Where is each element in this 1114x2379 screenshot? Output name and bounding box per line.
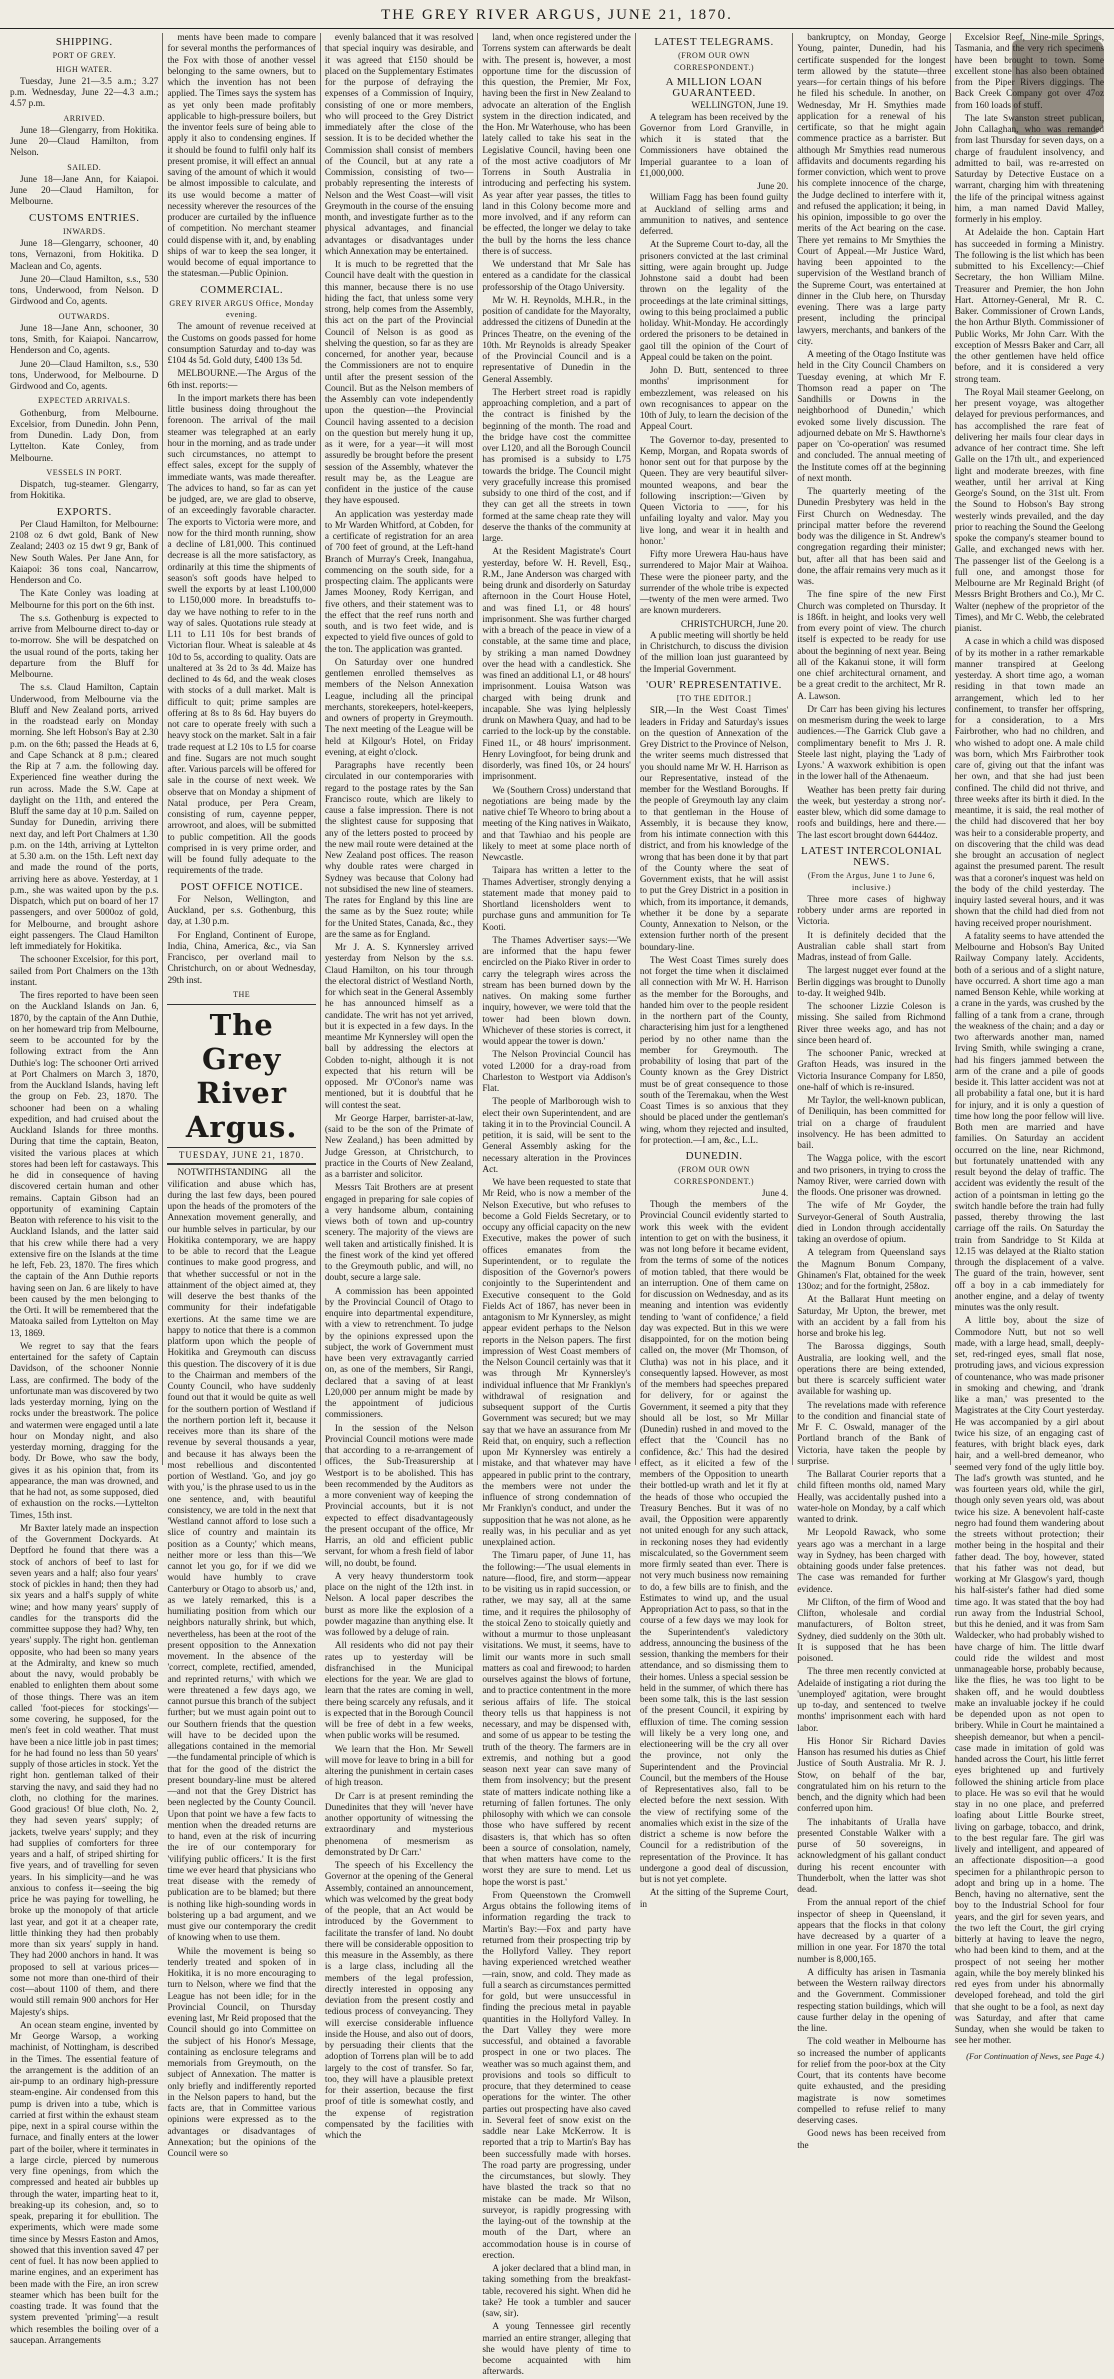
paragraph: bankruptcy, on Monday, George Young, painter, Dunedin, had his certificate suspended for the longest term allowed by the statute—three years—for certain things of his before he filed his schedule. In another, on Wednesday, Mr H. Smythies made application for a renewal of his certificate, so that he might again commence practice as a barrister. But although Mr Smythies read numerous affidavits and documents regarding his former conviction, which went to prove his complete innocence of the charge, the Judge declined to interfere with it, and refused the application; it being, in his opinion, impossible to go over the merits of the Act bearing on the case. There yet remains to Mr Smythies the Court of Appeal.—Mr Justice Ward, having been appointed to the supervision of the Westland branch of the Supreme Court, was entertained at dinner in the Club here, on Thursday evening. There was a large party present, including the principal lawyers, merchants, and bankers of the city. <box>797 33 946 347</box>
subheading: PORT OF GREY. <box>52 51 116 61</box>
paragraph: While the movement is being so tenderly treated and spoken of in Hokitika, it is no more encouraging to turn to Nelson, where we find that the League has not been idle; for in the Provincial Council, on Thursday evening last, Mr Reid proposed that the Council should go into Committee on the subject of his Honor's Message, containing as enclosure telegrams and memorials from Greymouth, on the subject of Annexation. The matter is only briefly and indifferently reported in the Nelson papers to hand, but the facts are, that in Committee various opinions were expressed as to the advantages or disadvantages of Annexation; but the opinions of the Council were so <box>167 1946 316 2159</box>
paragraph: A young Tennessee girl recently married an entire stranger, alleging that she would have plenty of time to become acquainted with him afterwards. <box>482 2322 631 2378</box>
paragraph: Messrs Tait Brothers are at present engaged in preparing for sale copies of a very handsome album, containing views both of town and up-country scenery. The majority of the views are well taken and artistically finished. It is the finest work of the kind yet offered to the Greymouth public, and will, no doubt, secure a large sale. <box>324 1183 474 1284</box>
column-1 <box>6 33 163 2346</box>
subheading: (FROM OUR OWN CORRESPONDENT.) <box>674 51 755 72</box>
paragraph: Per Claud Hamilton, for Melbourne: 2108 oz 6 dwt gold, Bank of New Zealand; 2403 oz 15 dwt 9 gr, Bank of New South Wales. Per Jane Ann, for Kaiapoi: 36 tons coal, Nancarrow, Henderson and Co. <box>10 519 159 586</box>
paragraph: Paragraphs have recently been circulated in our contemporaries with regard to the postage rates by the San Francisco route, which are likely to cause a false impression. There is not the slightest cause for supposing that any of the letters posted to proceed by the new mail route were detained at the New Zealand post offices. The reason why double rates were charged in Sydney was because that Colony had not subsidised the new line of steamers. The rates for England by this line are the same as by the Suez route; while for the United States, Canada, &c., they are the same as for England. <box>324 761 474 940</box>
paragraph: A public meeting will shortly be held in Christchurch, to discuss the division of the million loan just guaranteed by the Imperial Government. <box>639 630 789 675</box>
paragraph: The inhabitants of Uralla have presented Constable Walker with a purse of 50 sovereigns, in acknowledgment of his gallant conduct during his recent encounter with Thunderbolt, when the latter was shot dead. <box>797 1817 946 1895</box>
paragraph: At Adelaide the hon. Captain Hart has succeeded in forming a Ministry. The following is the list which has been submitted to his Excellency:—Chief Secretary, the hon William Milne. Treasurer and Premier, the hon John Hart. Attorney-General, Mr R. C. Baker. Commissioner of Crown Lands, the hon Arthur Blyth. Commissioner of Public Works, Mr John Carr. With the exception of Messrs Baker and Carr, all the other gentlemen have held office before, and it is considered a very strong team. <box>954 228 1105 385</box>
paragraph: June 18—Glengarry, schooner, 40 tons, Vernazoni, from Hokitika. D Maclean and Co, agents. <box>10 239 159 272</box>
paragraph: The people of Marlborough wish to elect their own Superintendent, and are taking it in to the Provincial Council. A petition, it is said, will be sent to the General Assembly asking for the necessary alteration in the Provinces Act. <box>482 1097 631 1175</box>
paragraph: Weather has been pretty fair during the week, but yesterday a strong nor'-easter blew, which did some damage to roofs and buildings, here and there.—The last escort brought down 6444oz. <box>797 785 946 841</box>
paragraph: From Queenstown the Cromwell Argus obtains the following items of information regarding the track to Martin's Bay:—Fox and party have returned from their prospecting trip by the Hollyford Valley. They report having experienced wretched weather—rain, snow, and cold. They made as full a search as circumstances permitted for gold, but were unsuccessful in finding the precious metal in payable quantities in the Hollyford Valley. In the Dart Valley they were more successful, and obtained a favorable prospect in one or two places. The weather was so much against them, and provisions and tools so difficult to procure, that they determined to cease operations for the winter. The other parties out prospecting have also caved in. Several feet of snow exist on the saddle near Lake McKerrow. It is reported that a trip to Martin's Bay has been successfully made with horses. The road party are progressing, under the circumstances, but slowly. They have blasted the track so that no mistake can be made. Mr Wilson, surveyor, is rapidly progressing with the laying-out of the township at the mouth of the Dart, where an accommodation house is in course of erection. <box>482 1890 631 2261</box>
paragraph: June 20—Claud Hamilton, s.s., 530 tons, Underwood, from Nelson. D Girdwood and Co, agents. <box>10 274 159 308</box>
paragraph: We learn that the Hon. Mr Sewell will move for leave to bring in a bill for altering the punishment in certain cases of high treason. <box>324 1744 474 1789</box>
subheading: ARRIVED. <box>63 113 105 123</box>
paragraph: The wife of Mr Goyder, the Surveyor-General of South Australia, died in London through accidentally taking an overdose of opium. <box>797 1201 946 1245</box>
paragraph: NOTWITHSTANDING all the vilification and abuse which has, during the last few days, been poured upon the heads of the promoters of the Annexation movement generally, and our humble selves in particular, by our Hokitika contemporary, we are happy to be able to record that the League continues to make good progress, and that whether successful or not in the attainment of the object aimed at, they will deserve the best thanks of the community for their indefatigable exertions. At the same time we are happy to notice that there is a common platform upon which the people of Hokitika and Greymouth can discuss this question. The discovery of it is due to the Chairman and members of the County Council, who have suddenly found out that it would be quite as well for the southern portion of Westland if the northern portion left it, because it receives more than its share of the revenue by several thousands a year, and because it has always been the most rebellious and discontented portion of Westland. 'Go, and joy go with you,' is the phrase used to us in the one sentence, and, with beautiful consistency, we are told in the next that 'Westland cannot afford to lose such a slice of country and maintain its position as a County;' which means, neither more or less than this—'We cannot let you go, for if we did we would have humbly to crave Canterbury or Otago to absorb us,' and, as we lately remarked, this is a humiliating position from which our neighbors naturally shrink, but which, nevertheless, has been at the root of the present opposition to the Annexation movement. In the absence of the 'correct, complete, rectified, amended, and reprinted returns,' with which we were threatened a few days ago, we cannot pursue this branch of the subject further; but we must again point out to our Southern friends that the question will have to be decided upon the allegations contained in the memorial—the fundamental principle of which is that for the good of the district the present boundary-line must be altered—and not that the Grey District has been neglected by the County Council. Upon that point we have a few facts to mention when the dreaded returns are to hand, even at the risk of incurring the ire of our contemporary for 'vilifying public officers.' It is the first time we ever heard that physicians who treat disease with the remedy of publication are to be blamed; but there is nothing like high-sounding words in bolstering up a bad argument, and we must give our contemporary the credit of knowing when to use them. <box>167 1168 316 1944</box>
subheading: HIGH WATER. <box>56 64 113 74</box>
section-heading: DUNEDIN. <box>685 1150 743 1162</box>
running-head-title: THE GREY RIVER ARGUS, JUNE 21, 1870. <box>381 7 733 23</box>
column-5 <box>636 33 793 1910</box>
paragraph: Mr Leopold Rawack, who some years ago was a merchant in a large way in Sydney, has been charged with obtaining goods under false pretences. The case was remanded for further evidence. <box>797 1528 946 1595</box>
subheading: VESSELS IN PORT. <box>46 467 123 477</box>
paragraph: A joker declared that a blind man, in taking something from the breakfast-table, recovered his sight. When did he take? He took a tumbler and saucer (saw, sir). <box>482 2264 631 2319</box>
newspaper-flag <box>167 989 315 1166</box>
paragraph: The revelations made with reference to the condition and financial state of Mr F. C. Oswald, manager of the Portland branch of the Bank of Victoria, have taken the people by surprise. <box>797 1400 946 1467</box>
paragraph: Three more cases of highway robbery under arms are reported in Victoria. <box>797 894 946 928</box>
paragraph: Mr W. H. Reynolds, M.H.R., in the position of candidate for the Mayoralty, addressed the citizens of Dunedin at the Princes Theatre, on the evening of the 10th. Mr Reynolds is already Speaker of the Provincial Council and is a representative of Dunedin in the General Assembly. <box>482 295 631 385</box>
paragraph: A telegram from Queensland says the Magnum Bonum Company, Ghinamen's Flat, obtained for the week 130oz; and for the fortnight, 258oz. <box>797 1248 946 1292</box>
paragraph: The schooner Lizzie Coleson is missing. She sailed from Richmond River three weeks ago, and has not since been heard of. <box>797 1002 946 1046</box>
paragraph: It is definitely decided that the Australian cable shall start from Madras, instead of from Galle. <box>797 930 946 963</box>
paragraph: The largest nugget ever found at the Berlin diggings was brought to Dunolly to-day. It weighed 94lb. <box>797 966 946 999</box>
subheading: [TO THE EDITOR.] <box>676 694 752 703</box>
paragraph: Though the members of the Provincial Council evidently started to work this week with the evident intention to get on with the business, it was not long before it became evident, from the terms of some of the notices of motion tabled, that there would be an interruption. One of them came on for discussion on Wednesday, and as its meaning and intention was evidently tending to 'want of confidence,' a field day was expected. But in this we were disappointed, for on the motion being called on, the mover (Mr Thomson, of Clutha) was not in his place, and it consequently lapsed. However, as most of the members had speeches prepared for delivery, for or against the Government, it seemed a pity that they should all be lost, so Mr Millar (Dunedin) rushed in and moved to the effect that the 'Council has no confidence, &c.' This had the desired effect, as it elicited a few of the members of the Opposition to unearth their bottled-up wrath and let it fly at the heads of those who occupied the Treasury Benches. But it was of no avail, the Opposition were apparently not united enough for any such attack, in reckoning noses they had evidently miscalculated, so the Government seem more firmly seated than ever. There is not very much business now remaining to do, a few bills are to finish, and the Estimates to wind up, and the usual Appropriation Act to pass, so that in the course of a few days we may look for the Superintendent's valedictory address, announcing the business of the session, thanking the members for their attendance, and so dismissing them to their homes. Unless a special session be held in the summer, of which there has been some talk, this is the last session of the present Council, it expiring by effluxion of time. The coming session will likely be a very long one, and electioneering will be the cry all over the province, not only the Superintendent and the Provincial Council, but the members of the House of Representatives also, fall to be elected before the next session. With the view of rectifying some of the anomalies which exist in the size of the district a scheme is now before the Council for a redistribution of the representation of the Province. It has undergone a good deal of discussion, but is not yet complete. <box>639 1200 789 1885</box>
paragraph: The speech of his Excellency the Governor at the opening of the General Assembly, contained an announcement, which was welcomed by the great body of the people, that an Act would be introduced by the Government to facilitate the transfer of land. No doubt there will be considerable opposition to this measure in the Assembly, as there is a large class, including all the members of the legal profession, directly interested in opposing any deviation from the present costly and tedious process of conveyancing. They will exercise considerable influence inside the House, and also out of doors, by persuading their clients that the adoption of Torrens plan will be to add largely to the cost of transfer. So far, too, they will have a plausible pretext for their assertion, because the first proof of title is somewhat costly, and the expense of registration compensated by the facilities with which the <box>324 1861 474 2141</box>
paragraph: Mr George Harper, barrister-at-law, (said to be the son of the Primate of New Zealand,) has been admitted by Judge Gresson, at Christchurch, to practice in the Courts of New Zealand, as a barrister and solicitor. <box>324 1113 474 1180</box>
paragraph: The three men recently convicted at Adelaide of instigating a riot during the 'unemployed' agitation, were brought up to-day, and sentenced to twelve months' imprisonment each with hard labor. <box>797 1667 946 1734</box>
paragraph: In the session of the Nelson Provincial Council motions were made that according to a re-arrangement of offices, the Sub-Treasurership at Westport is to be abolished. This has been recommended by the Auditors as a more convenient way of keeping the Provincial accounts, but it is not expected to effect disadvantageously the present occupant of the office, Mr Harris, an old and efficient public servant, for whom a fresh field of labor will, no doubt, be found. <box>324 1423 474 1569</box>
flag-article: THE <box>233 989 251 999</box>
paragraph: The cold weather in Melbourne has so increased the number of applicants for relief from the poor-box at the City Court, that its contents have become quite exhausted, and the presiding magistrate is now sometimes compelled to refuse relief to many deserving cases. <box>797 2037 946 2126</box>
section-heading: 'OUR' REPRESENTATIVE. <box>646 678 782 691</box>
column-6 <box>793 33 950 2151</box>
subheading: INWARDS. <box>63 226 106 236</box>
paragraph: Gothenburg, from Melbourne. Excelsior, from Dunedin. John Penn, from Dunedin. Lady Don, from Lyttelton. Kate Conley, from Melbourne. <box>10 408 159 464</box>
continuation-note: (For Continuation of News, see Page 4.) <box>966 2050 1105 2061</box>
paragraph: A fatality seems to have attended the Melbourne and Hobson's Bay United Railway Company lately. Accidents, both of a serious and of a slight nature, have occurred. A short time ago a man named Benson Kehle, while working at a crane in the yards, was crushed by the falling of a tank from a crane, through the weakness of the chain; and a day or two afterwards another man, named Irving Smith, while swinging a crane, had his fingers jammed between the arm of the crane and a pile of goods beside it. This latter accident was not at all probability a fatal one, but it is hard for injury, and it is only a question of time how long the poor fellow will live. Both men are married and have families. On Saturday an accident occurred on the line, near Richmond, but fortunately unattended with any result beyond the delay of traffic. The accident was evidently the result of the action of a pointsman in letting go the switch handle before the train had fully passed, thereby throwing the last carriage off the rails. On Saturday the train from Sandridge to St Kilda at 12.15 was delayed at the Rialto station through the displacement of a valve. The guard of the train, however, sent off a boy in a cab immediately for another engine, and a delay of twenty minutes was the only result. <box>954 931 1105 1313</box>
dateline: June 20. <box>757 182 789 192</box>
paragraph: SIR,—In the West Coast Times' leaders in Friday and Saturday's issues on the question of Annexation of the Grey District to the Province of Nelson, the writer seems much distressed that you should name Mr W. H. Harrison as our Representative, instead of the member for the Westland Boroughs. If the people of Greymouth lay any claim to that gentleman in the House of Assembly, it is because they know, from his intimate connection with this district, and from his knowledge of the wrong that has been done it by that part of the County where the seat of Government exists, that he will assist to put the Grey District in a position in which, from its importance, it demands, whether it be done by a separate County, Annexation to Nelson, or the extension further north of the present boundary-line. <box>639 706 789 953</box>
subheading: EXPECTED ARRIVALS. <box>38 396 131 406</box>
column-7 <box>951 33 1108 2061</box>
paragraph: An ocean steam engine, invented by Mr George Warsop, a working machinist, of Nottingham, is described in the Times. The essential feature of the arrangement is the addition of an air-pump to an ordinary high-pressure steam-engine. Air condensed from this pump is driven into a tube, which is carried at first within the exhaust steam pipe, next in a spiral course within the furnace, and finally enters at the lower part of the boiler, where it terminates in a large circle, pierced by numerous very fine openings, from which the compressed and heated air bubbles up through the water, imparting heat to it, breaking-up its cohesion, and, so to speak, preparing it for ebullition. The experiments, which were made some time since by Messrs Easton and Amos, showed that this invention saved 47 per cent of fuel. It has now been applied to marine engines, and an experiment has been made with the Fire, an iron screw steamer which has been built for the coasting trade. It was found that the system prevented 'priming'—a result which resembles the boiling over of a saucepan. Arrangements <box>10 2020 159 2346</box>
paragraph: Mr J. A. S. Kynnersley arrived yesterday from Nelson by the s.s. Claud Hamilton, on his tour through the electoral district of Westland North, for which seat in the General Assembly he has announced himself as a candidate. The writ has not yet arrived, but it is expected in a few days. In the meantime Mr Kynnersley will open the ball by addressing the electors at Cobden to-night, although it is not expected that his return will be opposed. Mr O'Conor's name was mentioned, but it is doubtful that he will contest the seat. <box>324 943 474 1111</box>
paragraph: Dispatch, tug-steamer. Glengarry, from Hokitika. <box>10 480 159 502</box>
paragraph: The Governor to-day, presented to Kemp, Morgan, and Ropata swords of honor sent out for that purpose by the Queen. They are very beautiful silver-mounted weapons, and bear the following inscription:—'Given by Queen Victoria to ——, for his unfailing loyalty and valor. May you live long, and wear it in health and honor.' <box>639 435 789 547</box>
column-3 <box>321 33 478 2141</box>
paragraph: evenly balanced that it was resolved that special inquiry was desirable, and it was agreed that £150 should be placed on the Supplementary Estimates for the purpose of defraying the expenses of a Commission of Inquiry, consisting of one or more members, who will proceed to the Grey District immediately after the close of the session. It is to be decided whether the Commission shall consist of members of the Council, but at any rate a Commission, consisting of two—probably representing the interests of Nelson and the West Coast—will visit Greymouth in the course of the ensuing month, and investigate further as to the physical advantages, and financial advantages or disadvantages under which Annexation may be entertained. <box>324 33 474 257</box>
paragraph: The Nelson Provincial Council has voted L2000 for a dray-road from Charleston to Westport via Addison's Flat. <box>482 1050 631 1094</box>
section-heading: LATEST INTERCOLONIAL NEWS. <box>801 844 942 868</box>
paragraph: June 18—Jane Ann, for Kaiapoi. June 20—Claud Hamilton, for Melbourne. <box>10 174 159 208</box>
paragraph: June 18—Jane Ann, schooner, 30 tons, Smith, for Kaiapoi. Nancarrow, Henderson and Co, agents. <box>10 323 159 357</box>
paragraph: Taipara has written a letter to the Thames Advertiser, strongly denying a statement made that money paid to Shortland licensholders went to purchase guns and ammunition for Te Kooti. <box>482 866 631 933</box>
paragraph: We understand that Mr Sale has entered as a candidate for the classical professorship of the Otago University. <box>482 260 631 293</box>
paragraph: Good news has been received from the <box>797 2129 946 2151</box>
section-heading: LATEST TELEGRAMS. <box>654 36 774 48</box>
section-heading: A MILLION LOAN GUARANTEED. <box>665 75 763 99</box>
column-container <box>6 33 1108 2378</box>
paragraph: Mr Clifton, of the firm of Wood and Clifton, wholesale and cordial manufacturers, of Bolton street, Sydney, died suddenly on the 30th ult. It is supposed that he has been poisoned. <box>797 1597 946 1664</box>
paragraph: The West Coast Times surely does not forget the time when it disclaimed all connection with Mr W. H. Harrison as the member for the Boroughs, and handed him over to the people resident in the northern part of the County, characterising him just for a lengthened period by no other name than the member for Greymouth. The probability of losing that part of the County known as the Grey District must be of great consequence to those south of the Teremakau, when the West Coast Times is so anxious that they should be placed under the gentleman's wing, whom they rejected and insulted, for protection.—I am, &c., L.L. <box>639 955 789 1146</box>
paragraph: For England, Continent of Europe, India, China, America, &c., via San Francisco, per overland mail to Christchurch, on or about Wednesday, 29th inst. <box>167 930 316 986</box>
paragraph: A meeting of the Otago Institute was held in the City Council Chambers on Tuesday evening, at which Mr F. Thomson read a paper on 'The Sandhills or Downs in the neighborhood of Dunedin,' which evoked some lively discussion. The adjourned debate on Mr S. Hawthorne's paper on 'Co-operation' was resumed and concluded. The annual meeting of the Institute comes off at the beginning of next month. <box>797 350 946 484</box>
paragraph: We have been requested to state that Mr Reid, who is now a member of the Nelson Executive, but who refuses to become a Gold Fields Secretary, or to occupy any official capacity on the new Executive, makes the power of such offices emanates from the Superintendent, or to regulate the disposition of the Governor's powers conjointly to the Superintendent and Executive consequent to the Gold Fields Act of 1867, has never been in antagonism to Mr Kynnersley, as might appear evident perhaps to the Nelson reports in the Nelson papers. The first impression of West Coast members of the Nelson Council certainly was that it was through Mr Kynnersley's individual influence that Mr Franklyn's withdrawal of resignation and subsequent support of the Curtis Government was secured; but we may say that we have an assurance from Mr Reid that, on enquiry, such a reflection upon Mr Kynnersley was entirely a mistake, and that whatever may have appeared in public print to the contrary, the members were not under the influence of strong condemnation of Mr Franklyn's conduct, and under the supposition that he was not alone, as he really was, in his peculiar and as yet unexplained action. <box>482 1178 631 1548</box>
section-heading: EXPORTS. <box>56 505 112 518</box>
subheading: OUTWARDS. <box>58 311 110 321</box>
dateline: WELLINGTON, June 19. <box>691 101 789 112</box>
paragraph: land, when once registered under the Torrens system can afterwards be dealt with. The present is, however, a most opportune time for the discussion of this question, the Premier, Mr Fox, having been the first in New Zealand to advocate an alteration of the English system in the direction indicated, and the Hon. Mr Waterhouse, who has been lately called to take his seat in the Legislative Council, having been one of the most active coadjutors of Mr Torrens in South Australia in introducing and perfecting his system. As year after year passes, the titles to land in this Colony become more and more involved, and if any reform can be effected, the longer we delay to take the bull by the horns the less chance there is of success. <box>482 33 631 257</box>
paragraph: The quarterly meeting of the Dunedin Presbytery was held in the First Church on Wednesday. The principal matter before the reverend body was the diligence in St. Andrew's congregation regarding their minister; but, after all that has been said and done, the affair remains very much as it was. <box>797 487 946 587</box>
column-4 <box>478 33 635 2378</box>
paragraph: John D. Butt, sentenced to three months' imprisonment for embezzlement, was released on his own recognisances to appear on the 10th of July, to learn the decision of the Appeal Court. <box>639 366 789 433</box>
paragraph: A commission has been appointed by the Provincial Council of Otago to enquire into departmental expenditure, with a view to retrenchment. To judge by the opinions expressed upon the subject, the work of Government must have been very extravagantly carried on, as one of the members, Sir Rangi, declared that a saving of at least L20,000 per annum might be made by the appointment of judicious commissioners. <box>324 1286 474 1421</box>
paragraph: A case in which a child was disposed of by its mother in a rather remarkable manner transpired at Geelong yesterday. A short time ago, a woman residing in that town made an arrangement, which led to her confinement, to transfer her offspring, for a consideration, to a Mrs Fairbrother, who had no children, and who wished to adopt one. A male child was born, which Mrs Fairbrother took care of, giving out that the infant was her own, and that she had just been confined. The child did not thrive, and three weeks after its birth it died. In the meantime, it is said, the real mother of the child had discovered that her boy was heir to a considerable property, and on discovering that the child was dead she brought an accusation of neglect against the presumed parent. The result was that a coroner's inquest was held on the body of the child yesterday. The inquiry lasted several hours, and it was shown that the child had died from not having received proper nourishment. <box>954 637 1105 929</box>
subheading: (FROM OUR OWN CORRESPONDENT.) <box>674 1165 755 1186</box>
paragraph: June 18—Glengarry, from Hokitika. June 20—Claud Hamilton, from Nelson. <box>10 125 159 159</box>
paragraph: The Ballarat Courier reports that a child fifteen months old, named Mary Heally, was accidentally pushed into a water-hole on Monday, by a calf which wanted to drink. <box>797 1470 946 1525</box>
section-heading: SHIPPING. <box>55 36 113 48</box>
subheading: SAILED. <box>67 162 102 172</box>
paragraph: The Royal Mail steamer Geelong, on her present voyage, was altogether delayed for previous performances, and has accomplished the rare feat of delivering her mails four clear days in advance of her contract time. She left Galle on the 17th ult., and experienced light and moderate breezes, with fine weather, until her arrival at King George's Sound, on the 31st ult. From the Sound to Hobson's Bay strong westerly winds prevailed, and the day prior to reaching the Sound the Geelong spoke the company's steamer bound to Galle, and exchanged news with her. The passenger list of the Geelong is a full one, and amongst those for Melbourne are Mr Reginald Bright (of Messrs Bright Brothers and Co.), Mr C. Walter (nephew of the proprietor of the Times), and Mr C. Webb, the celebrated pianist. <box>954 387 1105 634</box>
paragraph: The schooner Panic, wrecked at Grafton Heads, was insured in the Victoria Insurance Company for L850, one-half of which is re-insured. <box>797 1049 946 1093</box>
paragraph: The amount of revenue received at the Customs on goods passed for home consumption Saturday and to-day was £104 4s 5d. Gold duty, £400 13s 5d. <box>167 322 316 366</box>
paragraph: MELBOURNE.—The Argus of the 6th inst. reports:— <box>167 369 316 391</box>
paragraph: On Saturday over one hundred gentlemen enrolled themselves as members of the Nelson Annexation League, including all the principal merchants, storekeepers, hotel-keepers, and owners of property in Greymouth. The next meeting of the League will be held at Kilgour's Hotel, on Friday evening, at eight o'clock. <box>324 657 474 758</box>
paragraph: At the Ballarat Hunt meeting on Saturday, Mr Upton, the brewer, met with an accident by a fall from his horse and broke his leg. <box>797 1295 946 1339</box>
paragraph: In the import markets there has been little business doing throughout the forenoon. The arrival of the mail steamer was telegraphed at an early hour in the morning, and as trade under such circumstances, no attempt to effect sales, except for the supply of immediate wants, was made thereafter. The advices to hand, so far as can yet be judged, are, we are glad to observe, of an exceedingly favorable character. The exports to Victoria were more, and now for the third month running, show a decline of L81,000. This continued decrease is all the more satisfactory, as ordinarily at this time the shipments of season's soft goods have helped to swell the exports by at least L100,000 to L150,000 more. In breadstuffs to-day we have nothing to refer to in the way of sales. Quotations rule steady at L11 to L11 10s for best brands of Victorian flour. Wheat is saleable at 4s 10d to 5s, according to quality. Oats are unaltered at 3s 2d to 3s 4d. Maize has declined to 4s 6d, and the weak closes with stocks of a dull market. Malt is difficult to quit; prime samples are offering at 8s to 8s 6d. Hay buyers do not care to operate freely with such a heavy stock on the market. Salt in a fair trade request at L2 10s to L5 for coarse and fine. Sugars are not much sought after. Various parcels will be offered for sale in the course of next week. We observe that on Monday a shipment of Natal produce, per Pera Cream, consisting of rum, cayenne pepper, arrowroot, and aloes, will be submitted to public competition. All the goods comprised in is very prime order, and will be found fully adequate to the requirements of the trade. <box>167 393 316 877</box>
paragraph: An application was yesterday made to Mr Warden Whitford, at Cobden, for a certificate of registration for an area of 700 feet of ground, at the Left-hand Branch of Murray's Creek, Inangahua, commencing on the south side, for a prospecting claim. The applicants were James Mooney, Rody Kerrigan, and five others, and their statement was to the effect that the reef runs north and south, and is two feet wide, and is expected to yield five ounces of gold to the ton. The application was granted. <box>324 509 474 655</box>
paragraph: A difficulty has arisen in Tasmania between the Western railway directors and the Government. Commissioner respecting station buildings, which will cause further delay in the opening of the line. <box>797 1967 946 2034</box>
section-heading: COMMERCIAL. <box>200 283 284 296</box>
paragraph: The Timaru paper, of June 11, has the following:—'The usual elements in nature—flood, fire, and storm—appear to be visiting us in rapid succession, or rather, we may say, all at the same time, and it requires the philosophy of the stoical Zeno to stoically quietly and without a murmur to those unpleasant visitations. We must, it seems, have to limit our wants more in such small matters as coal and firewood; to harden ourselves against the blows of fortune, and to practice contentment in the more serious affairs of life. The stoical theory tells us that happiness is not necessary, and may be dispensed with, and some of us appear to be testing the truth of the theory. The farmers are in extremis, and nothing but a good season next year can save many of them from insolvency; but the present state of matters indicate nothing like a returning of fallen fortunes. The only philosophy with which we can console those who have suffered by recent disasters is, that which has so often been a source of consolation, namely, that when matters have come to the worst they are sure to mend. Let us hope the worst is past.' <box>482 1551 631 1888</box>
paragraph: From the annual report of the chief inspector of sheep in Queensland, it appears that the flocks in that colony have decreased by a quarter of a million in one year. For 1870 the total number is 8,000,165. <box>797 1898 946 1965</box>
paragraph: Fifty more Urewera Hau-haus have surrendered to Major Mair at Waihoa. These were the pioneer party, and the surrender of the whole tribe is expected—twenty of the men were armed. Two are known murderers. <box>639 550 789 617</box>
paragraph: The s.s. Gothenburg is expected to arrive from Melbourne direct to-day or to-morrow. She will be despatched on the usual round of the ports, taking her departure from the Bluff for Melbourne. <box>10 613 159 680</box>
paragraph: A little boy, about the size of Commodore Nutt, but not so well made, with a large head, small, deeply-set, red-ringed eyes, small flat nose, protruding jaws, and vicious expression of countenance, who was made prisoner in smoking and chewing, and 'drank like a man,' was presented to the Magistrates at the City Court yesterday. He was accompanied by a girl about twice his size, of an engaging cast of features, with bright black eyes, dark hair, and a well-bred demeanor, who seemed very fond of the ugly little boy. The lad's growth was stunted, and he was fourteen years old, while the girl, though only seven years old, was about twice his size. A benevolent half-caste negro had found them wandering about the streets without protection; their mother being in the hospital and their father dead. The boy, however, stated that his father was not dead, but working at Mr Glasgow's yard, though his half-sister's father had died some time ago. It was stated that the boy had run away from the Industrial School, but this he denied, and it was from Sam Waldecker, who had probably wished to have charge of him. The little dwarf could ride the wildest and most unmanageable horse, probably because, like the flies, he was too light to be shaken off, and he would doubtless make an invaluable jockey if he could be depended upon as not open to bribery. While in Court he maintained a sheepish demeanor, but when a pencil-case made in imitation of gold was handed across the Court, his little ferret eyes brightened up and furtively followed the shining article from place to place. He was so evil that he would stay in no one place, and preferred loafing about Little Bourke street, living on garbage, tobacco, and drink, to the best regular fare. The girl was lively and intelligent, and appeared of an affectionate disposition—a good specimen for a philanthropic person to adopt and bring up in a home. The Bench, having no alternative, sent the boy to the Industrial School for four years, and the girl for seven years, and the two left the Court, the girl crying bitterly at having to leave the negro, who had been kind to them, and at the prospect of not seeing her mother again, while the boy merely blinked his red eyes from under his abnormally developed forehead, and told the girl that she ought to be a fool, as next day was Saturday, and after that came Sunday, when she would be taken to see her mother. <box>954 1316 1105 2047</box>
section-heading: CUSTOMS ENTRIES. <box>28 211 140 224</box>
paragraph: It is much to be regretted that the Council have dealt with the question in this manner, because there is no use hiding the fact, that unless some very strong, help comes from the Assembly, this act on the part of the Provincial Council of Nelson is as good as shelving the question, so far as they are concerned, for another year, because the Commissioners are not to enquire until after the present session of the Council. But as the Nelson members of the Assembly can vote independently upon the question—the Provincial Council having assented to a decision on the question but merely hung it up, as it were, for a year—it will most assuredly be brought before the present session of the Assembly, whatever the result may be, as the League are confident in the justice of the cause they have espoused. <box>324 260 474 507</box>
paragraph: We regret to say that the fears entertained for the safety of Captain Davidson, of the schooner Nonnie Lass, are confirmed. The body of the unfortunate man was discovered by two lads yesterday morning, lying on the rocks under the breastwork. The police and watermen were engaged until a late hour on Monday night, and also yesterday morning, dragging for the body. Dr Bowe, who saw the body, gives it as his opinion that, from its appearance, the man was drowned, and that he had not, as some supposed, died of exhaustion on the rocks.—Lyttelton Times, 15th inst. <box>10 1341 159 1521</box>
paragraph: We (Southern Cross) understand that negotiations are being made by the native chief Te Wheoro to bring about a meeting of the King natives in Waikato, and that Tawhiao and his people are likely to meet at some place north of Newcastle. <box>482 785 631 863</box>
paragraph: Dr Carr has been giving his lectures on mesmerism during the week to large audiences.—The Garrick Club gave a complimentary benefit to Mrs J. R. Steele last night, playing the 'Lady of Lyons.' A waxwork exhibition is open in the lower hall of the Athenaeum. <box>797 704 946 783</box>
paragraph: The Barossa diggings, South Australia, are looking well, and the operations there are being extended, but there is scarcely sufficient water available for washing up. <box>797 1342 946 1398</box>
paragraph: At the sitting of the Supreme Court, in <box>639 1888 789 1910</box>
paragraph: The s.s. Claud Hamilton, Captain Underwood, from Melbourne via the Bluff and New Zealand ports, arrived in the roadstead early on Monday morning. She left Hobson's Bay at 2.30 p.m. on the 6th; passed the Heads at 6, and Cape Schanck at 8 p.m.; cleared the Rip at 7 a.m. the following day. Experienced fine weather during the run across. Made the S.W. Cape at daylight on the 11th, and entered the Bluff the same day at 10 p.m. Sailed on Sunday for Dunedin, arriving there next day, and left Port Chalmers at 1.30 p.m. on the 14th, arriving at Lyttelton at 5.30 a.m. on the 15th. Left next day and made the round of the ports, arriving here as above. Yesterday, at 1 p.m., she was waited upon by the p.s. Dispatch, which put on board of her 17 passengers, and over 5000oz of gold, for Melbourne, and brought ashore eight passengers. The Claud Hamilton left immediately for Hokitika. <box>10 683 159 952</box>
running-head <box>0 0 1114 29</box>
paragraph: Mr Baxter lately made an inspection of the Government Dockyards. At Deptford he found that there was a stock of anchors of beef to last for seven years and a half; also four years' stock of pickles in hand; then they had six years and a half's supply of white wine; and how many years' supply of candles for the transports did the committee suppose they had? Why, ten years' supply. The right hon. gentleman opposite, who had been so many years at the Admiralty, and knew so much about the navy, would probably be enabled to enlighten them about some of those things. There was an item called 'foot-pieces for stockings'—some covering, he supposed, for the men's feet in cold weather. That must have been a nice little job in past times; for he had found no less than 50 years' supply of those articles in stock. Yet the right hon. gentleman talked of their starving the navy, and said they had no cloth, no clothing for the marines. Good gracious! Of blue cloth, No. 2, they had seven years' supply; of jackets, twelve years' supply; and they had supplies of comforters for three years and a half, of striped shirting for five years, and of travelling for seven years. In his simplicity—and he was anxious to confess it—seeing the big price he was paying for towelling, he broke up the monopoly of that article last year, and got it at a cheaper rate, little thinking they had then probably more than six years' supply in hand. They had 2000 anchors in hand. It was proposed to sell at various prices—some not more than one-third of their cost—about 1100 of them, and there would still remain 900 anchors for Her Majesty's ships. <box>10 1523 159 2018</box>
paragraph: The late Swanston street publican, John Callaghan, who was remanded from last Thursday for seven days, on a charge of fraudulent insolvency, and admitted to bail, was re-arrested on Saturday by Detective Eustace on a warrant, charging him with threatening the life of the principal witness against him, a man named David Malley, formerly in his employ. <box>954 113 1105 225</box>
paragraph: At the Supreme Court to-day, all the prisoners convicted at the last criminal sitting, were again brought up. Judge Johnstone said a doubt had been thrown on the legality of the proceedings at the late criminal sittings, owing to this being proclaimed a public holiday. Whit-Monday. He accordingly ordered the prisoners to be detained in gaol till the opinion of the Court of Appeal could be taken on the point. <box>639 240 789 363</box>
paragraph: William Fagg has been found guilty at Auckland of selling arms and ammunition to natives, and sentence deferred. <box>639 193 789 237</box>
column-2 <box>163 33 320 2159</box>
paragraph: Tuesday, June 21—3.5 a.m.; 3.27 p.m. Wednesday, June 22—4.3 a.m.; 4.57 p.m. <box>10 76 159 110</box>
subheading: GREY RIVER ARGUS Office, Monday evening. <box>169 298 314 319</box>
paragraph: Mr Taylor, the well-known publican, of Deniliquin, has been committed for trial on a charge of fraudulent insolvency. He has been admitted to bail. <box>797 1096 946 1151</box>
section-heading: POST OFFICE NOTICE. <box>180 880 304 893</box>
paragraph: A telegram has been received by the Governor from Lord Granville, in which it is stated that the Commissioners have obtained the Imperial guarantee to a loan of £1,000,000. <box>639 112 789 179</box>
paragraph: For Nelson, Wellington, and Auckland, per s.s. Gothenburg, this day, at 1.30 p.m. <box>167 894 316 928</box>
paragraph: All residents who did not pay their rates up to yesterday will be disfranchised in the Municipal elections for the year. We are glad to learn that the rates are coming in well, there being scarcely any refusals, and it is expected that in the Borough Council will be free of debt in a few weeks, when public works will be resumed. <box>324 1641 474 1742</box>
dateline: June 4. <box>761 1188 789 1199</box>
dateline: CHRISTCHURCH, June 20. <box>680 619 789 630</box>
paragraph: Excelsior Reef, Nine-mile Springs, Tasmania, and the very rich specimens have been brought to town. Some excellent stone has also been obtained from the Piper Rivers diggings. The Back Creek Company got over 47oz from 160 loads of stuff. <box>954 33 1105 111</box>
paragraph: The Herbert street road is rapidly approaching completion, and a part of the contract is finished by the beginning of the month. The road and the bridge have cost the committee over L120, and all the Borough Council has promised is a subsidy to L75 towards the bridge. The Council might very gracefully increase this promised subsidy to one third of the cost, and if they can get all the streets in town formed at the same cheap rate they will deserve the thanks of the community at large. <box>482 387 631 544</box>
paragraph: The Thames Advertiser says:—'We are informed that the hapu fewer encircled on the Piako River in order to carry the telegraph wires across the stream has been burned down by the natives. On making some further inquiry, however, we were told that the tower had been blown down. Whichever of these stories is correct, it would appear the tower is down.' <box>482 935 631 1047</box>
paragraph: Dr Carr is at present reminding the Dunedinites that they will 'never have another opportunity of witnessing the extraordinary and mysterious phenomena of mesmerism as demonstrated by Dr Carr.' <box>324 1791 474 1858</box>
paragraph: The schooner Excelsior, for this port, sailed from Port Chalmers on the 13th instant. <box>10 955 159 988</box>
paragraph: ments have been made to compare for several months the performances of the Fox with those of another vessel belonging to the same owners, but to which the invention has not been applied. The Times says the system has as yet only been made profitably applicable to high-pressure boilers, but the inventor feels sure of being able to apply it also to condensing engines. If it should be found to fulfil only half its present promise, it will effect an annual saving of the amount of which it would be almost impossible to calculate, and its use would become a matter of necessity wherever the resources of the producer are curtailed by the influence of competition. No merchant steamer could dispense with it, and, by enabling ships of war to keep the sea longer, it would become of equal importance to the statesman.—Public Opinion. <box>167 33 316 280</box>
paragraph: The fires reported to have been seen on the Auckland Islands on Jan. 6, 1870, by the captain of the Ann Duthie, on her homeward trip from Melbourne, seem to be accounted for by the following extract from the Ann Duthie's log: The schooner Orti arrived at Port Chalmers on March 3, 1870, from the Auckland Islands, having left the group on Feb. 23, 1870. The schooner had been on a whaling expedition, and had cruised about the Auckland Islands for three months. During that time the captain, Beaton, visited the various places at which stores had been left for castaways. This he did in consequence of having discovered certain human and other remains. Captain Gibson had an opportunity of examining Captain Beaton with reference to his visit to the Auckland Islands, and the latter said that his crew while there had a very extensive fire on the Islands at the time he left, Feb. 23, 1870. The fires which the captain of the Ann Duthie reports having seen on Jan. 6 are likely to have been caused by the men belonging to the Orti. It will be remembered that the Matoaka sailed from Lyttelton on May 13, 1869. <box>10 991 159 1339</box>
flag-dateline: TUESDAY, JUNE 21, 1870. <box>167 1150 315 1165</box>
paragraph: The fine spire of the new First Church was completed on Thursday. It is 186ft. in height, and looks very well from every point of view. The church itself is expected to be ready for use about the beginning of next year. Being all of the Kakanui stone, it will form one chief architectural ornament, and be a great credit to the architect, Mr R. A. Lawson. <box>797 590 946 702</box>
paragraph: His Honor Sir Richard Davies Hanson has resumed his duties as Chief Justice of South Australia. Mr R. J. Stow, on behalf of the bar, congratulated him on his return to the bench, and the dignity which had been conferred upon him. <box>797 1736 946 1815</box>
paragraph: June 20—Claud Hamilton, s.s., 530 tons, Underwood, for Melbourne. D Girdwood and Co, agents. <box>10 359 159 392</box>
subheading: (From the Argus, June 1 to June 6, inclusive.) <box>807 871 936 892</box>
paragraph: The Wagga police, with the escort and two prisoners, in trying to cross the Namoy River, were carried down with the floods. One prisoner was drowned. <box>797 1154 946 1198</box>
paragraph: At the Resident Magistrate's Court yesterday, before W. H. Revell, Esq., R.M., Jane Anderson was charged with being drunk and disorderly on Saturday afternoon in the Court House Hotel, and was fined L1, or 48 hours' imprisonment. She was further charged with a breach of the peace in view of a constable, at the same time and place, by striking a man named Dowdney over the head with a candlestick. She was fined an additional L1, or 48 hours' imprisonment. Louisa Watson was charged with being drunk and incapable. She was lying helplessly drunk on Mawhera Quay, and had to be carried to the lock-up by the constable. Fined 1L, or 48 hours' imprisonment. Henry Lovingfoot, for being drunk and disorderly, was fined 10s, or 24 hours' imprisonment. <box>482 547 631 783</box>
flag-title: The Grey River Argus. <box>167 1004 315 1148</box>
paragraph: A very heavy thunderstorm took place on the night of the 12th inst. in Nelson. A local paper describes the burst as more like the explosion of a powder magazine than anything else. It was followed by a deluge of rain. <box>324 1571 474 1638</box>
paragraph: The Kate Conley was loading at Melbourne for this port on the 6th inst. <box>10 589 159 611</box>
